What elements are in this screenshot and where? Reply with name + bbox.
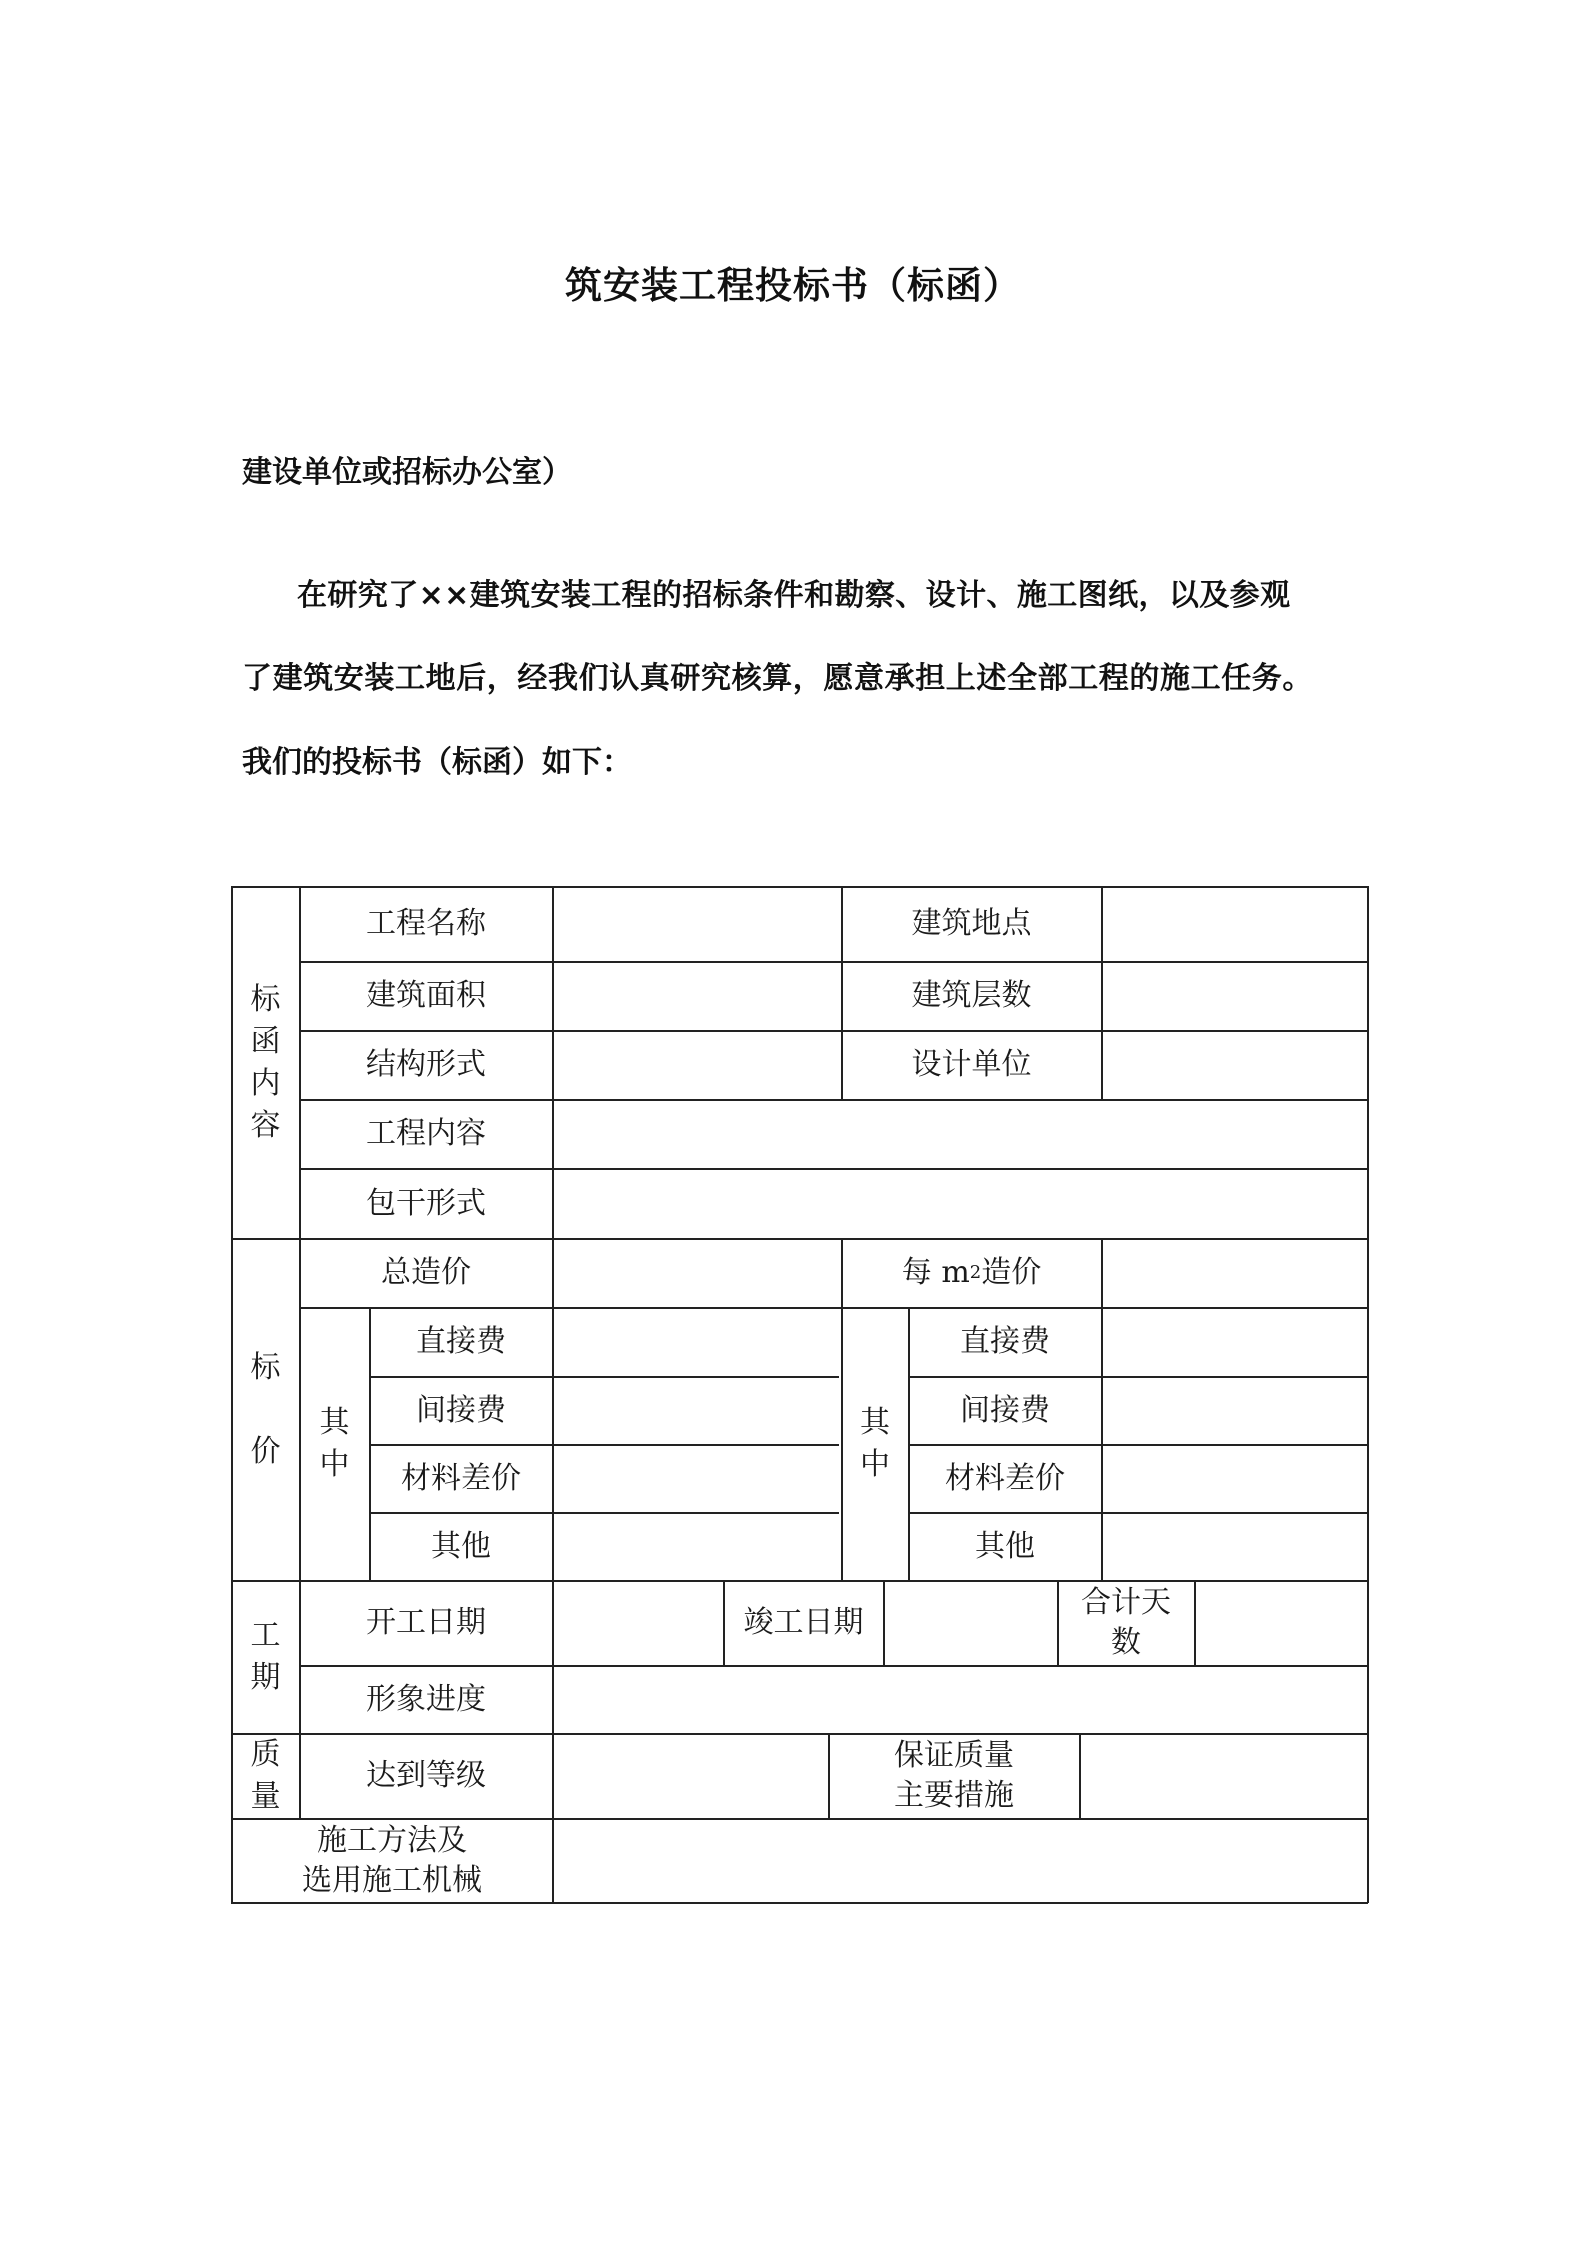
label-progress: 形象进度 <box>366 1681 486 1717</box>
input-grade[interactable] <box>553 1734 828 1818</box>
label-material-diff-right: 材料差价 <box>945 1460 1065 1496</box>
label-quality-measures: 保证质量 主要措施 <box>894 1738 1014 1813</box>
label-content: 工程内容 <box>366 1116 486 1151</box>
input-area[interactable] <box>553 962 841 1030</box>
addressee-line: 建设单位或招标办公室） <box>242 455 572 490</box>
label-indirect-cost-right: 间接费 <box>960 1392 1050 1428</box>
table-border-bottom <box>231 1902 1368 1904</box>
label-project-name: 工程名称 <box>366 906 486 941</box>
input-floors[interactable] <box>1102 962 1367 1030</box>
label-other-right: 其他 <box>975 1528 1035 1564</box>
input-per-m2-cost[interactable] <box>1102 1239 1367 1307</box>
label-location: 建筑地点 <box>911 906 1032 941</box>
input-indirect-cost-left[interactable] <box>553 1377 841 1444</box>
label-direct-cost-left: 直接费 <box>416 1324 506 1359</box>
label-methods: 施工方法及 选用施工机械 <box>302 1822 482 1898</box>
input-methods[interactable] <box>553 1819 1367 1902</box>
input-quality-measures[interactable] <box>1080 1734 1367 1818</box>
label-per-m2-cost: 每 m 2 造价 <box>842 1239 1101 1307</box>
label-direct-cost-right: 直接费 <box>960 1324 1050 1359</box>
input-total-days[interactable] <box>1195 1581 1367 1665</box>
document-title: 筑安装工程投标书（标函） <box>565 264 1021 307</box>
input-progress[interactable] <box>553 1666 1367 1733</box>
input-start-date[interactable] <box>553 1581 723 1665</box>
label-of-which-left: 其 中 <box>319 1405 350 1482</box>
label-designer: 设计单位 <box>911 1047 1032 1082</box>
input-project-name[interactable] <box>553 887 841 961</box>
label-floors: 建筑层数 <box>911 978 1032 1013</box>
label-start-date: 开工日期 <box>366 1605 486 1640</box>
label-grade: 达到等级 <box>366 1758 486 1793</box>
label-indirect-cost-left: 间接费 <box>416 1392 506 1428</box>
label-total-cost: 总造价 <box>381 1255 471 1290</box>
input-direct-cost-right[interactable] <box>1102 1308 1367 1376</box>
input-material-diff-left[interactable] <box>553 1445 841 1512</box>
input-content[interactable] <box>553 1100 1367 1168</box>
per-m2-suffix: 造价 <box>981 1255 1042 1290</box>
label-other-left: 其他 <box>431 1528 491 1564</box>
section-label-quality: 质 量 <box>250 1737 281 1814</box>
section-label-period: 工 期 <box>250 1618 281 1695</box>
per-m2-prefix: 每 m <box>901 1255 970 1290</box>
body-paragraph-line-1: 在研究了××建筑安装工程的招标条件和勘察、设计、施工图纸，以及参观 <box>297 578 1291 613</box>
input-structure[interactable] <box>553 1031 841 1099</box>
input-location[interactable] <box>1102 887 1367 961</box>
input-direct-cost-left[interactable] <box>553 1308 841 1376</box>
label-material-diff-left: 材料差价 <box>401 1460 521 1496</box>
label-total-days: 合计天 数 <box>1081 1585 1171 1660</box>
input-contract-form[interactable] <box>553 1169 1367 1238</box>
input-other-right[interactable] <box>1102 1513 1367 1580</box>
label-of-which-right: 其 中 <box>860 1405 890 1482</box>
label-end-date: 竣工日期 <box>743 1605 864 1640</box>
input-end-date[interactable] <box>884 1581 1057 1665</box>
body-paragraph-line-2: 了建筑安装工地后，经我们认真研究核算，愿意承担上述全部工程的施工任务。 <box>242 661 1313 696</box>
section-label-price: 标 价 <box>250 1349 281 1469</box>
body-paragraph-line-3: 我们的投标书（标函）如下： <box>242 745 632 780</box>
label-area: 建筑面积 <box>366 978 486 1013</box>
input-material-diff-right[interactable] <box>1102 1445 1367 1512</box>
label-contract-form: 包干形式 <box>366 1185 486 1221</box>
input-indirect-cost-right[interactable] <box>1102 1377 1367 1444</box>
section-label-content: 标 函 内 容 <box>250 981 281 1143</box>
table-border-right <box>1367 886 1369 1903</box>
input-designer[interactable] <box>1102 1031 1367 1099</box>
input-other-left[interactable] <box>553 1513 841 1580</box>
label-structure: 结构形式 <box>366 1047 486 1082</box>
input-total-cost[interactable] <box>553 1239 841 1307</box>
